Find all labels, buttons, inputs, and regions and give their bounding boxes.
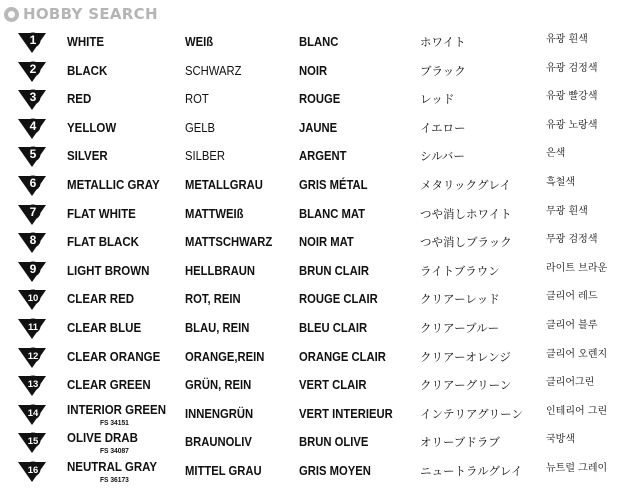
row-number: 10 [27,293,39,305]
number-badge [18,89,46,111]
row-number: 7 [29,204,37,219]
german-name: INNENGRÜN [185,406,254,421]
number-badge [18,375,46,397]
color-row [0,257,627,286]
japanese-name: ブラック [420,63,466,78]
german-name: ORANGE,REIN [185,349,265,364]
fs-code: FS 34151 [100,419,129,427]
korean-name: 무광 흰색 [546,205,588,217]
color-row [0,457,627,486]
german-name: SCHWARZ [185,63,242,78]
row-number: 12 [27,350,39,362]
german-name: MATTWEIß [185,206,244,221]
japanese-name: メタリックグレイ [420,177,511,192]
row-number: 13 [27,379,39,391]
french-name: BLANC [299,35,339,49]
japanese-name: シルバー [420,149,465,164]
german-name: MITTEL GRAU [185,463,262,478]
color-row [0,85,627,114]
german-name: BLAU, REIN [185,320,250,335]
english-name: LIGHT BROWN [67,263,150,278]
color-row [0,400,627,429]
korean-name: 클리어 블루 [546,319,598,331]
korean-name: 뉴트럴 그레이 [546,462,608,474]
german-name: WEIß [185,35,214,49]
row-number: 2 [29,61,37,76]
french-name: ROUGE CLAIR [299,292,378,307]
japanese-name: インテリアグリーン [420,406,523,421]
french-name: ORANGE CLAIR [299,349,386,364]
french-name: NOIR [299,63,328,78]
english-name: WHITE [67,35,105,49]
row-number: 8 [29,233,37,248]
logo-icon [4,7,19,22]
korean-name: 유광 검정색 [546,62,598,74]
english-name: BLACK [67,63,108,78]
french-name: VERT CLAIR [299,378,367,393]
japanese-name: つや消しホワイト [420,206,512,221]
number-badge [18,32,46,54]
english-name: CLEAR ORANGE [67,349,161,364]
english-name: FLAT BLACK [67,235,139,250]
korean-name: 국방색 [546,434,575,446]
korean-name: 라이트 브라운 [546,262,608,274]
fs-code: FS 36173 [100,476,129,484]
japanese-name: オリーブドラブ [420,435,500,450]
color-row [0,228,627,257]
japanese-name: イエロー [420,120,466,135]
number-badge [18,347,46,369]
japanese-name: ライトブラウン [420,263,500,278]
number-badge [18,261,46,283]
japanese-name: ホワイト [420,35,466,49]
english-name: METALLIC GRAY [67,177,160,192]
number-badge [18,404,46,426]
german-name: MATTSCHWARZ [185,235,273,250]
japanese-name: つや消しブラック [420,235,512,250]
row-number: 4 [29,118,37,133]
korean-name: 클리어 레드 [546,291,598,303]
row-number: 1 [29,33,37,47]
english-name: CLEAR BLUE [67,320,142,335]
french-name: GRIS MOYEN [299,463,371,478]
english-name: FLAT WHITE [67,206,136,221]
korean-name: 유광 노랑색 [546,119,598,131]
number-badge [18,146,46,168]
french-name: BLEU CLAIR [299,320,368,335]
german-name: GRÜN, REIN [185,378,252,393]
korean-name: 인테리어 그린 [546,405,608,417]
french-name: BLANC MAT [299,206,366,221]
german-name: BRAUNOLIV [185,435,252,450]
german-name: SILBER [185,149,226,164]
korean-name: 클리어그린 [546,377,595,389]
number-badge [18,204,46,226]
row-number: 5 [29,147,37,162]
english-name: CLEAR GREEN [67,378,151,393]
english-name: NEUTRAL GRAY [67,459,158,474]
color-row [0,171,627,200]
french-name: ARGENT [299,149,347,164]
english-name: INTERIOR GREEN [67,402,167,417]
color-row [0,57,627,86]
number-badge [18,461,46,483]
german-name: GELB [185,120,216,135]
japanese-name: クリアーブルー [420,320,500,335]
english-name: SILVER [67,149,108,164]
color-row [0,428,627,457]
row-number: 16 [27,464,39,476]
french-name: VERT INTERIEUR [299,406,393,421]
color-row [0,314,627,343]
color-row [0,114,627,143]
korean-name: 유광 흰색 [546,34,588,45]
german-name: HELLBRAUN [185,263,256,278]
color-row [0,285,627,314]
french-name: BRUN OLIVE [299,435,369,450]
korean-name: 은색 [546,148,566,160]
english-name: RED [67,92,92,107]
korean-name: 무광 검정색 [546,234,598,246]
korean-name: 유광 빨강색 [546,91,598,103]
japanese-name: レッド [420,92,455,107]
row-number: 6 [29,175,37,190]
french-name: ROUGE [299,92,341,107]
row-number: 14 [27,407,39,419]
number-badge [18,118,46,140]
row-number: 9 [29,261,37,276]
german-name: ROT [185,92,209,107]
number-badge [18,318,46,340]
french-name: NOIR MAT [299,235,354,250]
korean-name: 흑철색 [546,176,575,188]
korean-name: 클리어 오렌지 [546,348,608,360]
color-chart [0,28,627,486]
color-row [0,371,627,400]
color-row [0,28,627,57]
number-badge [18,232,46,254]
japanese-name: クリアーグリーン [420,378,512,393]
logo-text: HOBBY SEARCH [23,5,158,23]
row-number: 3 [29,90,37,105]
french-name: JAUNE [299,120,338,135]
number-badge [18,175,46,197]
german-name: ROT, REIN [185,292,241,307]
english-name: YELLOW [67,120,117,135]
color-row [0,343,627,372]
fs-code: FS 34087 [100,448,129,456]
japanese-name: クリアーレッド [420,292,500,307]
german-name: METALLGRAU [185,177,263,192]
number-badge [18,289,46,311]
row-number: 11 [27,321,39,333]
english-name: CLEAR RED [67,292,135,307]
japanese-name: ニュートラルグレイ [420,463,523,478]
number-badge [18,61,46,83]
french-name: GRIS MÉTAL [299,177,368,192]
english-name: OLIVE DRAB [67,431,138,446]
color-row [0,200,627,229]
japanese-name: クリアーオレンジ [420,349,511,364]
number-badge [18,432,46,454]
logo [4,3,158,25]
color-row [0,142,627,171]
row-number: 15 [27,436,39,448]
french-name: BRUN CLAIR [299,263,370,278]
